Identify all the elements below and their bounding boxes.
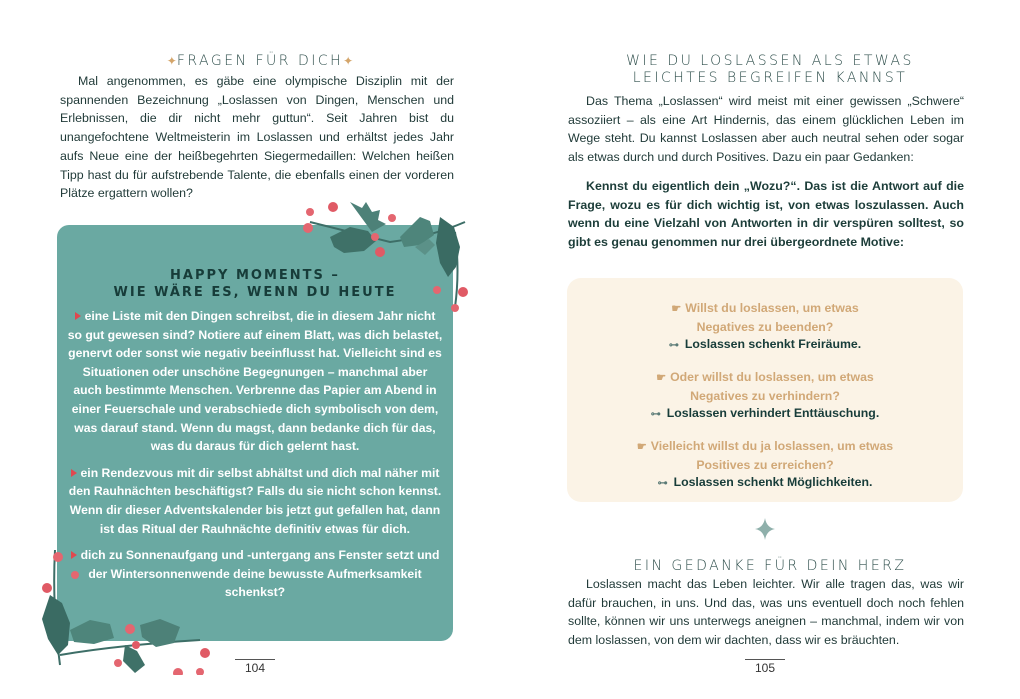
motive-question-line2: Negatives zu verhindern?	[690, 388, 840, 403]
list-item	[67, 464, 443, 538]
key-icon: ⊶	[668, 340, 679, 351]
motive-question-line2: Negatives zu beenden?	[696, 319, 834, 334]
star-icon: ✦	[343, 54, 354, 68]
motive-item	[567, 300, 963, 355]
right-page	[510, 0, 1020, 699]
key-icon: ⊶	[650, 409, 661, 420]
wie-heading	[570, 53, 970, 87]
pointing-hand-icon: ☛	[636, 441, 647, 453]
motive-question-line2: Positives zu erreichen?	[696, 457, 834, 472]
holly-branch-icon	[290, 192, 480, 312]
motive-question-line1: Oder willst du loslassen, um etwas	[670, 370, 874, 384]
herz-heading: EIN GEDANKE FÜR DEIN HERZ	[633, 558, 907, 574]
motive-answer: Loslassen schenkt Freiräume.	[684, 337, 862, 351]
pointing-hand-icon: ☛	[671, 303, 682, 315]
motive-answer: Loslassen verhindert Enttäuschung.	[666, 406, 880, 420]
happy-moments-title-line1: HAPPY MOMENTS –	[170, 268, 340, 283]
motive-item	[567, 438, 963, 493]
key-icon: ⊶	[657, 478, 668, 489]
sparkle-divider-icon	[755, 518, 775, 540]
holly-branch-icon	[30, 545, 220, 675]
fragen-heading-text: FRAGEN FÜR DICH	[176, 53, 344, 69]
bullet-arrow-icon	[75, 312, 81, 320]
list-item-text: dich zu Sonnenaufgang und -untergang ans Fenster setzt und der Wintersonnenwende deine bewusste Aufmerksamkeit schenkst?	[80, 548, 440, 600]
motive-question-line1: Vielleicht willst du ja loslassen, um etwas	[650, 439, 894, 453]
list-item	[67, 307, 443, 456]
wie-heading-line1: WIE DU LOSLASSEN ALS ETWAS	[626, 53, 914, 69]
fragen-paragraph: Mal angenommen, es gäbe eine olympische Disziplin mit der spannenden Bezeichnung „Loslassen von Dingen, Menschen und Erlebnissen, die dir nicht mehr guttun“. Seit Jahren bist du unangefochtene Weltmeisterin im Loslassen und erhältst jedes Jahr aufs Neue eine der heißbegehrten Siegermedaillen: Welchen heißen Tipp hast du für aufstrebende Talente, die ebenfalls einen der vorderen Plätze ergattern wollen?	[60, 74, 454, 201]
wozu-paragraph: Kennst du eigentlich dein „Wozu?“. Das ist die Antwort auf die Frage, wozu es für dich wichtig ist, von etwas loszulassen. Auch wenn du eine Vielzahl von Antworten in dir verspüren solltest, so gibt es genau genommen nur drei übergeordnete Motive:	[568, 179, 964, 250]
list-item-text: eine Liste mit den Dingen schreibst, die in diesem Jahr nicht so gut gewesen sind? Notiere auf einem Blatt, was dich belastet, genervt oder sonst wie negativ beeinflusst hat. Vielleicht sind es Situationen oder unschöne Begegnungen – manchmal aber auch bestimmte Menschen. Verbrenne das Papier am Abend in einer Feuerschale und verabschiede dich symbolisch von dem, was darauf stand. Wenn du magst, dann bedanke dich für das, was du daraus für dich gelernt hast.	[67, 309, 443, 454]
list-item-text: ein Rendezvous mit dir selbst abhältst und dich mal näher mit den Rauhnächten beschäftigst? Falls du sie nicht schon kennst. Wenn dir dieser Adventskalender bis jetzt gut gefallen hat, dann ist das Ritual der Rauhnächte definitiv etwas für dich.	[68, 465, 442, 536]
page-number: 105	[745, 659, 785, 675]
page-number: 104	[235, 659, 275, 675]
motive-question-line1: Willst du loslassen, um etwas	[685, 301, 859, 315]
motive-item	[567, 369, 963, 424]
fragen-heading	[60, 53, 460, 70]
pointing-hand-icon: ☛	[656, 372, 667, 384]
wie-heading-line2: LEICHTES BEGREIFEN KANNST	[632, 70, 908, 86]
star-icon: ✦	[166, 54, 177, 68]
motives-box	[567, 278, 963, 502]
bullet-arrow-icon	[71, 469, 77, 477]
motive-answer: Loslassen schenkt Möglichkeiten.	[673, 475, 873, 489]
herz-paragraph: Loslassen macht das Leben leichter. Wir alle tragen das, was wir dafür brauchen, in uns. Und das, was uns eventuell doch noch fehlen sollte, können wir uns unterwegs aneignen – manchmal, indem wir von dem loslassen, von dem wir dachten, dass wir es bräuchten.	[568, 577, 964, 648]
wie-paragraph: Das Thema „Loslassen“ wird meist mit einer gewissen „Schwere“ assoziiert – als eine Art Hindernis, das einem glücklichen Leben im Wege steht. Du kannst Loslassen aber auch neutral sehen oder sogar als etwas durch und durch Positives. Dazu ein paar Gedanken:	[568, 94, 964, 165]
happy-moments-title-line2: WIE WÄRE ES, WENN DU HEUTE	[113, 285, 397, 300]
